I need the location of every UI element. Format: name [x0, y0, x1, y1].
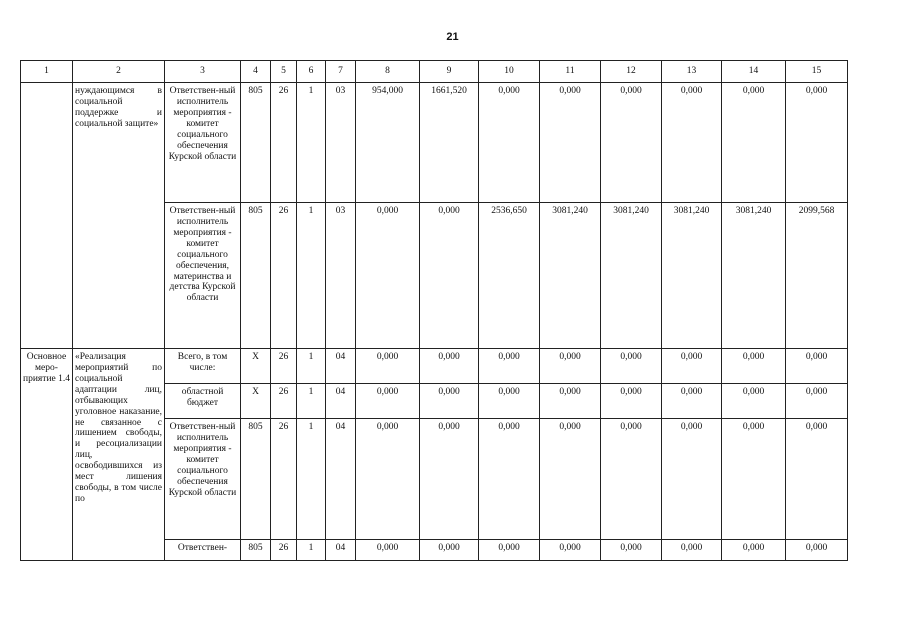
- amount-cell: 0,000: [356, 349, 420, 384]
- column-number: 3: [165, 61, 241, 83]
- amount-cell: 0,000: [479, 540, 540, 561]
- grbs-code: X: [241, 349, 271, 384]
- column-number: 13: [662, 61, 722, 83]
- amount-cell: 3081,240: [722, 203, 786, 349]
- amount-cell: 0,000: [722, 540, 786, 561]
- status-cell: Основное меро-приятие 1.4: [21, 349, 73, 561]
- amount-cell: 0,000: [540, 349, 601, 384]
- column-number: 2: [73, 61, 165, 83]
- amount-cell: 0,000: [540, 540, 601, 561]
- subprogram-code: 1: [297, 203, 326, 349]
- amount-cell: 0,000: [722, 349, 786, 384]
- amount-cell: 954,000: [356, 83, 420, 203]
- amount-cell: 0,000: [540, 384, 601, 419]
- column-number: 11: [540, 61, 601, 83]
- performer-cell: областной бюджет: [165, 384, 241, 419]
- amount-cell: 3081,240: [540, 203, 601, 349]
- column-number: 8: [356, 61, 420, 83]
- column-number: 9: [420, 61, 479, 83]
- amount-cell: 0,000: [540, 419, 601, 540]
- program-code: 26: [271, 540, 297, 561]
- amount-cell: 0,000: [722, 83, 786, 203]
- status-cell: [21, 83, 73, 349]
- grbs-code: 805: [241, 419, 271, 540]
- amount-cell: 2099,568: [786, 203, 848, 349]
- measure-code: 04: [326, 384, 356, 419]
- column-number: 6: [297, 61, 326, 83]
- amount-cell: 0,000: [601, 384, 662, 419]
- column-number: 7: [326, 61, 356, 83]
- measure-code: 03: [326, 83, 356, 203]
- program-code: 26: [271, 419, 297, 540]
- subprogram-code: 1: [297, 419, 326, 540]
- amount-cell: 0,000: [479, 83, 540, 203]
- subprogram-code: 1: [297, 384, 326, 419]
- program-code: 26: [271, 384, 297, 419]
- grbs-code: 805: [241, 203, 271, 349]
- amount-cell: 0,000: [662, 83, 722, 203]
- amount-cell: 0,000: [420, 203, 479, 349]
- amount-cell: 0,000: [601, 419, 662, 540]
- amount-cell: 0,000: [786, 540, 848, 561]
- amount-cell: 0,000: [662, 419, 722, 540]
- table-row: [21, 349, 848, 384]
- amount-cell: 0,000: [540, 83, 601, 203]
- amount-cell: 0,000: [479, 349, 540, 384]
- amount-cell: 0,000: [722, 419, 786, 540]
- column-number: 15: [786, 61, 848, 83]
- measure-name-cell: «Реализация мероприятий по социальной адаптации лиц, отбывающих уголовное наказание, не связанное с лишением свободы, и ресоциализации лиц, освободившихся из мест лишения свободы, в том числе по: [73, 349, 165, 561]
- amount-cell: 0,000: [662, 349, 722, 384]
- performer-cell: Всего, в том числе:: [165, 349, 241, 384]
- performer-cell: Ответствен-ный исполнитель мероприятия - комитет социального обеспечения Курской области: [165, 83, 241, 203]
- table-row: [21, 83, 848, 203]
- column-number-row: [21, 61, 848, 83]
- grbs-code: 805: [241, 83, 271, 203]
- amount-cell: 0,000: [601, 349, 662, 384]
- amount-cell: 1661,520: [420, 83, 479, 203]
- amount-cell: 0,000: [601, 83, 662, 203]
- amount-cell: 2536,650: [479, 203, 540, 349]
- page-number: 21: [446, 31, 459, 43]
- measure-code: 04: [326, 349, 356, 384]
- amount-cell: 0,000: [786, 384, 848, 419]
- performer-cell: Ответствен-ный исполнитель мероприятия - комитет социального обеспечения, материнства и детства Курской области: [165, 203, 241, 349]
- amount-cell: 0,000: [356, 540, 420, 561]
- program-code: 26: [271, 349, 297, 384]
- subprogram-code: 1: [297, 83, 326, 203]
- column-number: 14: [722, 61, 786, 83]
- column-number: 4: [241, 61, 271, 83]
- subprogram-code: 1: [297, 540, 326, 561]
- performer-cell: Ответствен-ный исполнитель мероприятия - комитет социального обеспечения Курской области: [165, 419, 241, 540]
- amount-cell: 0,000: [786, 419, 848, 540]
- amount-cell: 0,000: [420, 384, 479, 419]
- column-number: 5: [271, 61, 297, 83]
- amount-cell: 0,000: [479, 384, 540, 419]
- column-number: 12: [601, 61, 662, 83]
- amount-cell: 0,000: [356, 384, 420, 419]
- subprogram-code: 1: [297, 349, 326, 384]
- amount-cell: 0,000: [420, 349, 479, 384]
- amount-cell: 0,000: [786, 349, 848, 384]
- grbs-code: X: [241, 384, 271, 419]
- performer-cell: Ответствен-: [165, 540, 241, 561]
- amount-cell: 0,000: [356, 419, 420, 540]
- amount-cell: 0,000: [601, 540, 662, 561]
- amount-cell: 0,000: [420, 540, 479, 561]
- measure-code: 04: [326, 540, 356, 561]
- amount-cell: 3081,240: [662, 203, 722, 349]
- grbs-code: 805: [241, 540, 271, 561]
- amount-cell: 3081,240: [601, 203, 662, 349]
- amount-cell: 0,000: [420, 419, 479, 540]
- measure-code: 03: [326, 203, 356, 349]
- measure-name-cell: нуждающимся в социальной поддержке и социальной защите»: [73, 83, 165, 349]
- amount-cell: 0,000: [479, 419, 540, 540]
- budget-table: [20, 60, 848, 561]
- amount-cell: 0,000: [722, 384, 786, 419]
- column-number: 1: [21, 61, 73, 83]
- amount-cell: 0,000: [786, 83, 848, 203]
- program-code: 26: [271, 83, 297, 203]
- measure-code: 04: [326, 419, 356, 540]
- amount-cell: 0,000: [662, 540, 722, 561]
- column-number: 10: [479, 61, 540, 83]
- amount-cell: 0,000: [356, 203, 420, 349]
- amount-cell: 0,000: [662, 384, 722, 419]
- program-code: 26: [271, 203, 297, 349]
